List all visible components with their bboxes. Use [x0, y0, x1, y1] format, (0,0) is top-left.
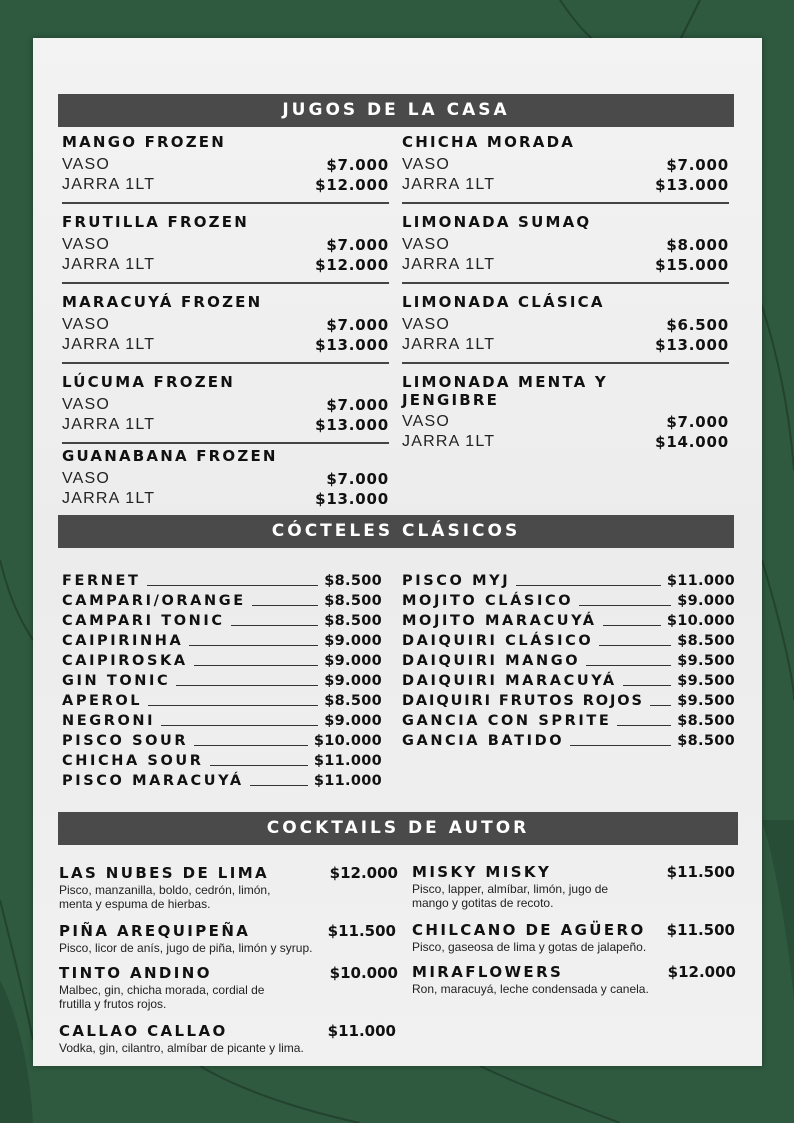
cocktail-name: MOJITO MARACUYÁ — [402, 613, 597, 629]
price-row — [62, 469, 389, 489]
row-label: VASO — [62, 316, 111, 333]
cocktail-name: PISCO MARACUYÁ — [62, 773, 244, 789]
cocktail-price: $11.000 — [313, 773, 382, 789]
price-row — [402, 155, 729, 175]
cocktail-price: $11.000 — [666, 573, 735, 589]
section-header-jugos: JUGOS DE LA CASA — [58, 94, 734, 127]
leader-line — [650, 705, 671, 706]
cocktail-price: $9.000 — [324, 673, 382, 689]
price-row — [62, 255, 389, 275]
section-header-clasicos: CÓCTELES CLÁSICOS — [58, 515, 734, 548]
cocktail-row — [62, 691, 382, 711]
row-price: $13.000 — [315, 490, 389, 508]
autor-desc: mango y gotitas de recoto. — [412, 896, 554, 910]
price-row — [402, 335, 729, 355]
row-price: $7.000 — [326, 396, 389, 414]
cocktail-row — [62, 651, 382, 671]
row-label: JARRA 1LT — [402, 176, 496, 193]
price-row — [62, 489, 389, 509]
row-price: $6.500 — [666, 316, 729, 334]
autor-desc: Malbec, gin, chicha morada, cordial de — [59, 983, 265, 997]
autor-price: $12.000 — [329, 864, 398, 882]
autor-price: $11.500 — [327, 922, 396, 940]
row-label: JARRA 1LT — [62, 490, 156, 507]
autor-desc: frutilla y frutos rojos. — [59, 997, 167, 1011]
autor-name: MISKY MISKY — [412, 863, 552, 881]
cocktail-price: $8.500 — [677, 633, 735, 649]
row-label: VASO — [402, 236, 451, 253]
row-price: $13.000 — [655, 176, 729, 194]
leader-line — [231, 625, 319, 626]
cocktail-price: $10.000 — [313, 733, 382, 749]
price-row — [62, 155, 389, 175]
item-title: CHICHA MORADA — [402, 133, 576, 151]
price-row — [62, 395, 389, 415]
cocktail-price: $9.000 — [324, 633, 382, 649]
leader-line — [252, 605, 319, 606]
cocktail-name: DAIQUIRI CLÁSICO — [402, 633, 594, 649]
cocktail-price: $9.500 — [677, 693, 735, 709]
cocktail-name: GIN TONIC — [62, 673, 171, 689]
cocktail-row — [62, 671, 382, 691]
price-row — [62, 235, 389, 255]
cocktail-name: CAIPIRINHA — [62, 633, 184, 649]
cocktail-row — [62, 711, 382, 731]
cocktail-name: NEGRONI — [62, 713, 156, 729]
leader-line — [176, 685, 318, 686]
row-label: JARRA 1LT — [62, 336, 156, 353]
row-price: $7.000 — [326, 316, 389, 334]
cocktail-row — [402, 691, 735, 711]
row-label: JARRA 1LT — [62, 256, 156, 273]
row-price: $13.000 — [315, 416, 389, 434]
cocktail-row — [62, 771, 382, 791]
item-title: JENGIBRE — [402, 391, 500, 409]
row-price: $14.000 — [655, 433, 729, 451]
autor-name: TINTO ANDINO — [59, 964, 212, 982]
autor-price: $11.500 — [666, 863, 735, 881]
row-price: $7.000 — [326, 156, 389, 174]
row-label: VASO — [62, 470, 111, 487]
leader-line — [148, 705, 318, 706]
price-row — [402, 315, 729, 335]
row-label: JARRA 1LT — [402, 336, 496, 353]
autor-price: $11.000 — [327, 1022, 396, 1040]
row-price: $7.000 — [326, 236, 389, 254]
row-label: JARRA 1LT — [62, 176, 156, 193]
autor-price: $11.500 — [666, 921, 735, 939]
divider — [62, 362, 389, 364]
item-title: LIMONADA SUMAQ — [402, 213, 592, 231]
row-label: VASO — [402, 413, 451, 430]
cocktail-name: DAIQUIRI MARACUYÁ — [402, 673, 617, 689]
cocktail-price: $8.500 — [324, 693, 382, 709]
row-label: VASO — [62, 396, 111, 413]
cocktail-row — [402, 611, 735, 631]
row-label: JARRA 1LT — [62, 416, 156, 433]
row-price: $12.000 — [315, 256, 389, 274]
autor-desc: Pisco, manzanilla, boldo, cedrón, limón, — [59, 883, 271, 897]
autor-name: MIRAFLOWERS — [412, 963, 564, 981]
cocktail-name: CAMPARI TONIC — [62, 613, 225, 629]
leader-line — [210, 765, 308, 766]
cocktail-price: $8.500 — [324, 593, 382, 609]
item-title: GUANABANA FROZEN — [62, 447, 278, 465]
cocktail-price: $9.000 — [324, 653, 382, 669]
cocktail-row — [62, 591, 382, 611]
cocktail-row — [62, 751, 382, 771]
autor-price: $10.000 — [329, 964, 398, 982]
divider — [402, 202, 729, 204]
autor-desc: Pisco, gaseosa de lima y gotas de jalapeño. — [412, 940, 647, 954]
cocktail-row — [402, 651, 735, 671]
row-price: $13.000 — [655, 336, 729, 354]
row-label: JARRA 1LT — [402, 433, 496, 450]
autor-name: CHILCANO DE AGÜERO — [412, 921, 646, 939]
item-title: LIMONADA MENTA Y — [402, 373, 608, 391]
cocktail-name: DAIQUIRI FRUTOS ROJOS — [402, 693, 644, 709]
cocktail-price: $9.500 — [677, 653, 735, 669]
cocktail-name: FERNET — [62, 573, 141, 589]
leader-line — [194, 745, 308, 746]
cocktail-name: DAIQUIRI MANGO — [402, 653, 581, 669]
cocktail-row — [402, 731, 735, 751]
row-label: VASO — [62, 236, 111, 253]
cocktail-price: $11.000 — [313, 753, 382, 769]
cocktail-name: PISCO SOUR — [62, 733, 189, 749]
leader-line — [623, 685, 671, 686]
cocktail-name: PISCO MYJ — [402, 573, 511, 589]
cocktail-name: CAMPARI/ORANGE — [62, 593, 246, 609]
cocktail-price: $8.500 — [324, 573, 382, 589]
divider — [402, 282, 729, 284]
leader-line — [599, 645, 671, 646]
cocktail-row — [62, 631, 382, 651]
autor-desc: Pisco, licor de anís, jugo de piña, limón y syrup. — [59, 941, 313, 955]
row-price: $7.000 — [666, 156, 729, 174]
cocktail-row — [402, 631, 735, 651]
cocktail-price: $10.000 — [666, 613, 735, 629]
price-row — [402, 235, 729, 255]
autor-name: PIÑA AREQUIPEÑA — [59, 922, 251, 940]
row-label: JARRA 1LT — [402, 256, 496, 273]
leader-line — [579, 605, 671, 606]
autor-desc: Pisco, lapper, almíbar, limón, jugo de — [412, 882, 609, 896]
divider — [62, 282, 389, 284]
section-header-autor: COCKTAILS DE AUTOR — [58, 812, 738, 845]
row-label: VASO — [62, 156, 111, 173]
cocktail-row — [62, 611, 382, 631]
price-row — [402, 255, 729, 275]
item-title: FRUTILLA FROZEN — [62, 213, 249, 231]
row-label: VASO — [402, 316, 451, 333]
autor-desc: Vodka, gin, cilantro, almíbar de picante y lima. — [59, 1041, 304, 1055]
row-price: $7.000 — [326, 470, 389, 488]
row-price: $8.000 — [666, 236, 729, 254]
autor-desc: menta y espuma de hierbas. — [59, 897, 211, 911]
item-title: LIMONADA CLÁSICA — [402, 293, 605, 311]
leader-line — [147, 585, 319, 586]
price-row — [62, 175, 389, 195]
cocktail-row — [402, 571, 735, 591]
leader-line — [194, 665, 319, 666]
price-row — [402, 432, 729, 452]
leader-line — [516, 585, 661, 586]
leader-line — [250, 785, 308, 786]
divider — [402, 362, 729, 364]
autor-name: LAS NUBES DE LIMA — [59, 864, 270, 882]
cocktail-name: CAIPIROSKA — [62, 653, 188, 669]
cocktail-price: $9.000 — [677, 593, 735, 609]
cocktail-row — [402, 711, 735, 731]
row-price: $7.000 — [666, 413, 729, 431]
price-row — [402, 175, 729, 195]
cocktail-row — [402, 671, 735, 691]
cocktail-name: MOJITO CLÁSICO — [402, 593, 574, 609]
leader-line — [603, 625, 661, 626]
row-price: $12.000 — [315, 176, 389, 194]
item-title: MARACUYÁ FROZEN — [62, 293, 263, 311]
item-title: LÚCUMA FROZEN — [62, 373, 235, 391]
leader-line — [617, 725, 671, 726]
autor-name: CALLAO CALLAO — [59, 1022, 228, 1040]
row-price: $15.000 — [655, 256, 729, 274]
autor-price: $12.000 — [667, 963, 736, 981]
price-row — [402, 412, 729, 432]
autor-desc: Ron, maracuyá, leche condensada y canela. — [412, 982, 649, 996]
price-row — [62, 415, 389, 435]
cocktail-name: CHICHA SOUR — [62, 753, 204, 769]
cocktail-price: $8.500 — [677, 713, 735, 729]
leader-line — [161, 725, 318, 726]
leader-line — [586, 665, 671, 666]
cocktail-price: $8.500 — [324, 613, 382, 629]
row-label: VASO — [402, 156, 451, 173]
row-price: $13.000 — [315, 336, 389, 354]
cocktail-name: APEROL — [62, 693, 143, 709]
cocktail-row — [62, 731, 382, 751]
cocktail-row — [402, 591, 735, 611]
divider — [62, 202, 389, 204]
divider — [62, 442, 389, 444]
leader-line — [189, 645, 318, 646]
item-title: MANGO FROZEN — [62, 133, 227, 151]
price-row — [62, 315, 389, 335]
cocktail-price: $9.000 — [324, 713, 382, 729]
cocktail-row — [62, 571, 382, 591]
leader-line — [570, 745, 671, 746]
price-row — [62, 335, 389, 355]
cocktail-price: $8.500 — [677, 733, 735, 749]
cocktail-price: $9.500 — [677, 673, 735, 689]
cocktail-name: GANCIA BATIDO — [402, 733, 565, 749]
cocktail-name: GANCIA CON SPRITE — [402, 713, 612, 729]
